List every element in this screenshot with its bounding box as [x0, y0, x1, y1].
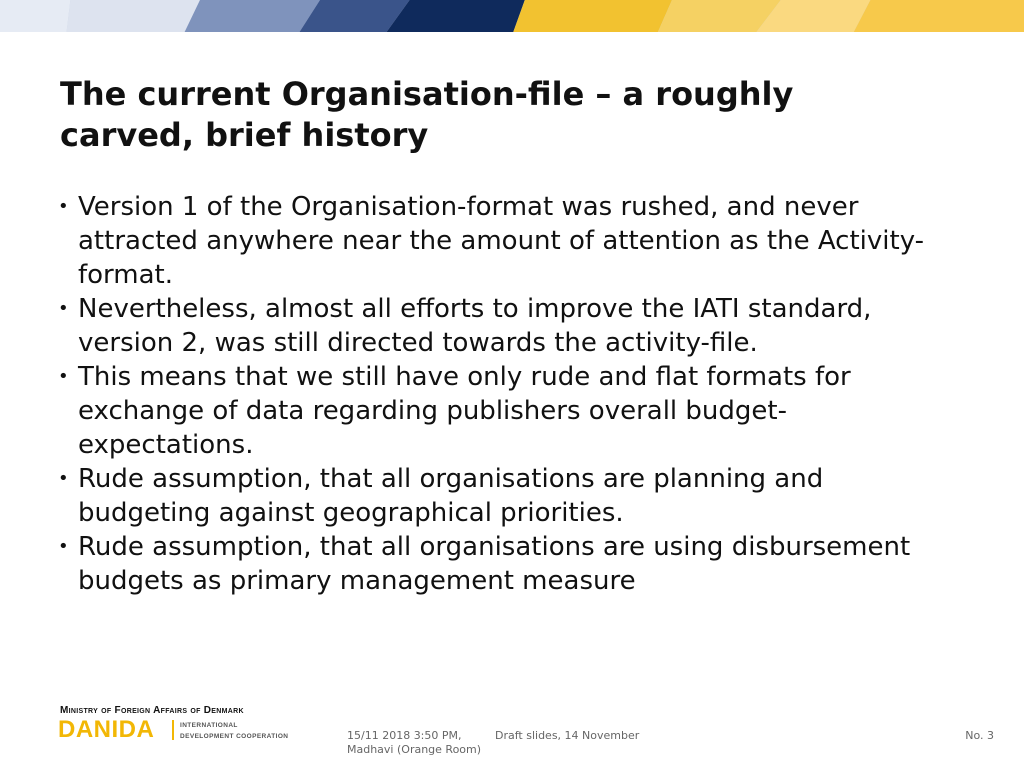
bullet-text: Rude assumption, that all organisations are planning and budgeting against geographical priorities.	[78, 464, 824, 528]
slide-title-line-1: The current Organisation-file – a roughly	[60, 75, 794, 113]
bullet-item	[58, 292, 958, 360]
bullet-item	[58, 190, 958, 292]
bullet-text: Version 1 of the Organisation-format was rushed, and never attracted anywhere near the amount of attention as the Activity-format.	[78, 192, 925, 290]
danida-logo: DANIDA	[58, 716, 155, 743]
slide-title-line-2: carved, brief history	[60, 116, 429, 154]
logo-subtitle-line-2: DEVELOPMENT COOPERATION	[180, 733, 289, 740]
top-decorative-banner	[0, 0, 1024, 32]
footer-date	[347, 729, 481, 757]
footer-note: Draft slides, 14 November	[495, 729, 640, 742]
bullet-text: This means that we still have only rude and flat formats for exchange of data regarding publishers overall budget-expectations.	[78, 362, 851, 460]
bullet-list	[58, 190, 958, 598]
logo-subtitle-line-1: INTERNATIONAL	[180, 722, 238, 729]
footer-date-line-2: Madhavi (Orange Room)	[347, 743, 482, 756]
bullet-marker: •	[58, 196, 69, 217]
banner-graphic	[0, 0, 1024, 32]
bullet-marker: •	[58, 366, 69, 387]
bullet-item	[58, 360, 958, 462]
bullet-text: Nevertheless, almost all efforts to improve the IATI standard, version 2, was still directed towards the activity-file.	[78, 294, 872, 358]
footer-date-line-1: 15/11 2018 3:50 PM,	[347, 729, 462, 742]
slide-number: No. 3	[965, 729, 994, 742]
bullet-marker: •	[58, 298, 69, 319]
bullet-marker: •	[58, 536, 69, 557]
bullet-marker: •	[58, 468, 69, 489]
bullet-text: Rude assumption, that all organisations are using disbursement budgets as primary management measure	[78, 532, 911, 596]
ministry-label: Ministry of Foreign Affairs of Denmark	[60, 705, 244, 716]
bullet-item	[58, 462, 958, 530]
slide-title	[60, 74, 960, 156]
logo-subtitle	[180, 720, 288, 742]
bullet-item	[58, 530, 958, 598]
logo-divider	[172, 720, 174, 740]
